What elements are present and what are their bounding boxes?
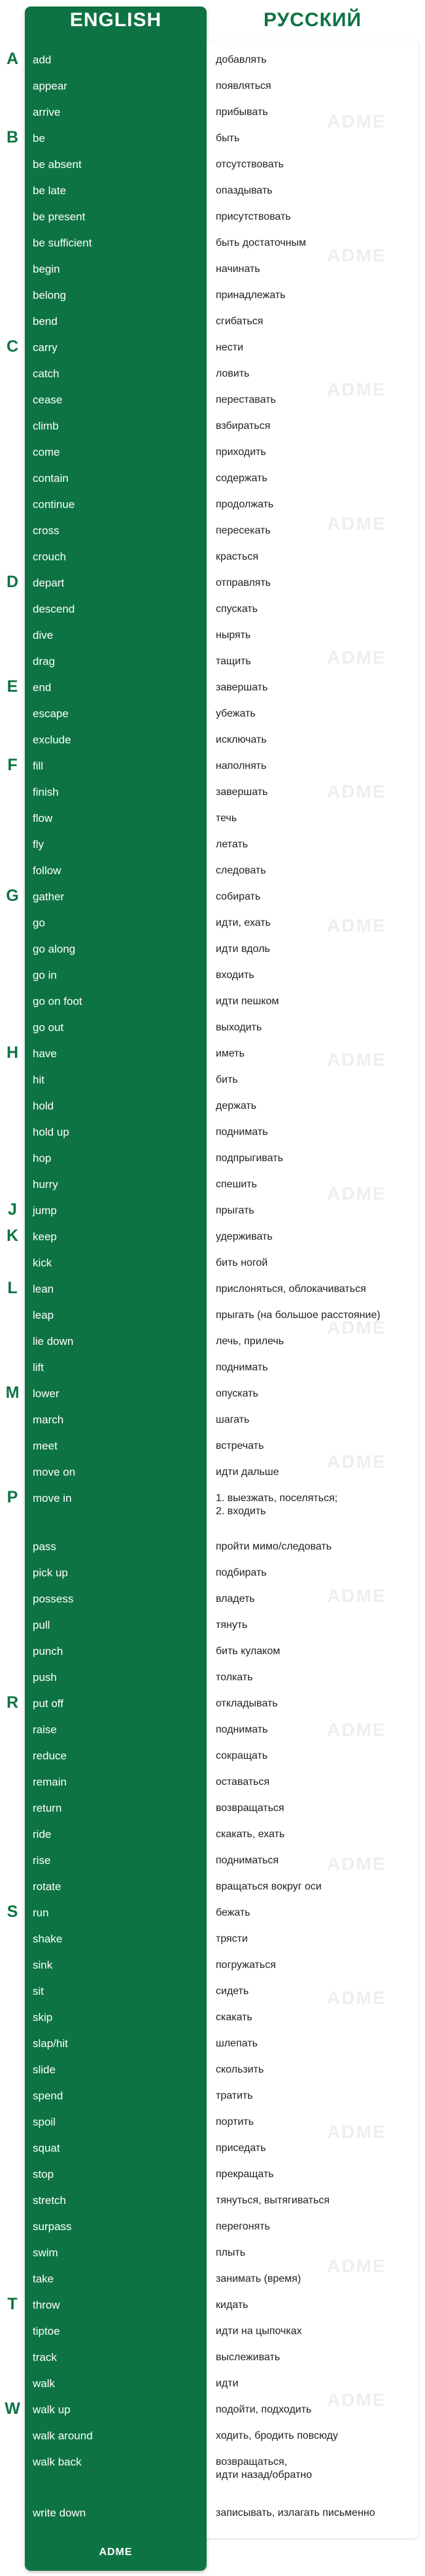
- translation-line: переставать: [216, 394, 276, 405]
- russian-translation: [216, 1152, 415, 1165]
- english-word: arrive: [33, 106, 61, 118]
- english-word: come: [33, 446, 60, 458]
- translation-line: взбираться: [216, 420, 271, 432]
- translation-line: быть: [216, 133, 240, 144]
- english-word: finish: [33, 786, 59, 798]
- russian-translation: [216, 1907, 415, 1920]
- russian-translation: [216, 1021, 415, 1034]
- russian-translation: [216, 1361, 415, 1374]
- translation-line: появляться: [216, 80, 271, 92]
- russian-translation: [216, 1880, 415, 1893]
- russian-translation: [216, 498, 415, 511]
- russian-translation: [216, 2325, 415, 2338]
- russian-translation: [216, 1802, 415, 1815]
- alphabet-letter: C: [6, 337, 19, 356]
- alphabet-letter: L: [7, 1279, 18, 1297]
- english-word: ride: [33, 1828, 52, 1840]
- alphabet-letter: R: [6, 1693, 19, 1712]
- translation-line: бить ногой: [216, 1257, 268, 1268]
- russian-translation: [216, 969, 415, 982]
- translation-line: собирать: [216, 891, 261, 902]
- english-word: spoil: [33, 2116, 56, 2128]
- translation-line: сидеть: [216, 1986, 249, 1997]
- russian-translation: [216, 2430, 415, 2443]
- alphabet-letter: F: [7, 756, 18, 774]
- english-word: remain: [33, 1776, 67, 1788]
- watermark-logo: ADME: [327, 647, 386, 668]
- alphabet-letter: S: [7, 1903, 18, 1921]
- translation-line: отправлять: [216, 577, 271, 588]
- russian-translation: [216, 1645, 415, 1658]
- english-word: walk up: [33, 2403, 71, 2416]
- english-word: raise: [33, 1723, 57, 1736]
- watermark-logo: ADME: [327, 1585, 386, 1606]
- english-word: slide: [33, 2063, 56, 2076]
- alphabet-letter: K: [6, 1227, 19, 1245]
- russian-translation: [216, 132, 415, 145]
- english-word: hold up: [33, 1126, 69, 1138]
- english-word: begin: [33, 263, 60, 275]
- english-word: fill: [33, 760, 44, 772]
- translation-line: бить: [216, 1074, 238, 1085]
- alphabet-letter: G: [6, 887, 19, 905]
- english-word: hurry: [33, 1178, 58, 1191]
- translation-line: перегонять: [216, 2221, 270, 2232]
- watermark-logo: ADME: [327, 915, 386, 936]
- translation-line: записывать, излагать письменно: [216, 2507, 375, 2518]
- english-word: carry: [33, 341, 58, 354]
- translation-line: принадлежать: [216, 290, 286, 301]
- english-word: cease: [33, 394, 63, 406]
- russian-translation: [216, 1283, 415, 1296]
- translation-line: встречать: [216, 1440, 264, 1451]
- alphabet-letter: M: [5, 1383, 20, 1402]
- translation-line: нырять: [216, 630, 251, 641]
- english-word: hop: [33, 1152, 52, 1164]
- russian-translation: [216, 2351, 415, 2364]
- russian-translation: [216, 1540, 415, 1553]
- russian-translation: [216, 1776, 415, 1789]
- translation-line: завершать: [216, 787, 268, 798]
- russian-translation: [216, 943, 415, 956]
- translation-line: следовать: [216, 865, 266, 876]
- english-word: spend: [33, 2090, 63, 2102]
- translation-line: красться: [216, 551, 259, 562]
- english-word: add: [33, 54, 52, 66]
- watermark-logo: ADME: [327, 379, 386, 399]
- translation-line: опускать: [216, 1388, 258, 1399]
- translation-line: идти, ехать: [216, 917, 271, 928]
- watermark-logo: ADME: [327, 1451, 386, 1472]
- russian-header: РУССКИЙ: [263, 9, 362, 31]
- alphabet-letter: D: [6, 573, 19, 591]
- translation-line: подбирать: [216, 1567, 267, 1578]
- translation-line: спешить: [216, 1179, 257, 1190]
- english-word: meet: [33, 1440, 58, 1452]
- translation-line: вращаться вокруг оси: [216, 1881, 322, 1892]
- translation-line: пересекать: [216, 525, 271, 536]
- english-word: reduce: [33, 1750, 67, 1762]
- translation-line: бить кулаком: [216, 1646, 280, 1657]
- russian-translation: [216, 1828, 415, 1841]
- russian-translation: [216, 2090, 415, 2103]
- english-word: slap/hit: [33, 2037, 68, 2050]
- russian-translation: [216, 1619, 415, 1632]
- translation-line: толкать: [216, 1672, 253, 1683]
- translation-line: тянуться, вытягиваться: [216, 2195, 330, 2206]
- translation-line: трясти: [216, 1933, 248, 1944]
- translation-line: скакать: [216, 2012, 252, 2023]
- russian-translation: [216, 1671, 415, 1684]
- english-word: shake: [33, 1933, 63, 1945]
- english-word: throw: [33, 2299, 60, 2311]
- watermark-logo: ADME: [327, 513, 386, 534]
- english-word: push: [33, 1671, 57, 1684]
- russian-translation: [216, 367, 415, 381]
- english-word: run: [33, 1907, 49, 1919]
- english-word: drag: [33, 655, 56, 668]
- english-word: hold: [33, 1100, 54, 1112]
- russian-translation: [216, 1492, 415, 1518]
- watermark-logo: ADME: [327, 1988, 386, 2008]
- english-word: punch: [33, 1645, 63, 1657]
- russian-translation: [216, 1204, 415, 1217]
- russian-translation: [216, 80, 415, 93]
- watermark-logo: ADME: [327, 1317, 386, 1338]
- english-word: walk back: [33, 2456, 82, 2468]
- watermark-logo: ADME: [327, 2390, 386, 2410]
- english-word: surpass: [33, 2220, 72, 2233]
- english-word: follow: [33, 864, 61, 877]
- russian-translation: [216, 315, 415, 328]
- english-word: go along: [33, 943, 76, 955]
- translation-line: ловить: [216, 368, 250, 379]
- alphabet-letter: P: [7, 1488, 18, 1506]
- translation-line: добавлять: [216, 54, 267, 65]
- translation-line: подниматься: [216, 1855, 279, 1866]
- russian-translation: [216, 1100, 415, 1113]
- alphabet-letter: E: [7, 677, 18, 696]
- english-word: gather: [33, 890, 65, 903]
- russian-translation: [216, 2456, 415, 2482]
- translation-line: оставаться: [216, 1776, 270, 1788]
- translation-line: входить: [216, 970, 254, 981]
- english-word: pick up: [33, 1567, 68, 1579]
- translation-line: 1. выезжать, поселяться;: [216, 1493, 338, 1504]
- translation-line: прибывать: [216, 107, 268, 118]
- english-word: hit: [33, 1074, 44, 1086]
- translation-line: удерживать: [216, 1231, 273, 1242]
- translation-line: исключать: [216, 734, 267, 745]
- english-word: dive: [33, 629, 54, 641]
- russian-translation: [216, 1257, 415, 1270]
- english-word: jump: [33, 1204, 57, 1217]
- russian-translation: [216, 838, 415, 851]
- translation-line: ходить, бродить повсюду: [216, 2430, 339, 2441]
- russian-translation: [216, 1387, 415, 1400]
- watermark-logo: ADME: [327, 1720, 386, 1740]
- translation-line: скакать, ехать: [216, 1829, 285, 1840]
- translation-line: прислоняться, облокачиваться: [216, 1283, 366, 1295]
- russian-translation: [216, 1074, 415, 1087]
- translation-line: убежать: [216, 708, 256, 719]
- watermark-logo: ADME: [327, 1183, 386, 1204]
- english-word: take: [33, 2273, 54, 2285]
- english-word: exclude: [33, 734, 71, 746]
- translation-line: возвращаться,: [216, 2456, 288, 2467]
- english-word: be absent: [33, 158, 82, 171]
- watermark-logo: ADME: [327, 781, 386, 802]
- russian-translation: [216, 1933, 415, 1946]
- english-word: have: [33, 1047, 57, 1060]
- english-word: continue: [33, 498, 75, 511]
- translation-line: откладывать: [216, 1698, 278, 1709]
- english-word: pass: [33, 1540, 56, 1553]
- translation-line: летать: [216, 839, 248, 850]
- english-word: descend: [33, 603, 75, 615]
- english-word: kick: [33, 1257, 52, 1269]
- watermark-logo: ADME: [327, 2122, 386, 2142]
- translation-line: держать: [216, 1100, 257, 1111]
- translation-line: спускать: [216, 603, 258, 615]
- english-header: ENGLISH: [69, 9, 162, 31]
- english-word: pull: [33, 1619, 50, 1631]
- russian-translation: [216, 577, 415, 590]
- english-word: move on: [33, 1466, 76, 1478]
- translation-line: идти пешком: [216, 996, 279, 1007]
- russian-translation: [216, 995, 415, 1008]
- russian-translation: [216, 551, 415, 564]
- alphabet-letter: T: [7, 2295, 18, 2313]
- english-word: swim: [33, 2246, 58, 2259]
- translation-line: отсутствовать: [216, 159, 284, 170]
- translation-line: скользить: [216, 2064, 264, 2075]
- russian-translation: [216, 2142, 415, 2155]
- russian-translation: [216, 184, 415, 197]
- english-word: crouch: [33, 551, 67, 563]
- watermark-logo: ADME: [327, 1049, 386, 1070]
- english-word: go on foot: [33, 995, 82, 1008]
- watermark-logo: ADME: [327, 1854, 386, 1874]
- english-word: be: [33, 132, 45, 144]
- translation-line: поднимать: [216, 1127, 268, 1138]
- english-word: bend: [33, 315, 58, 328]
- translation-line: поднимать: [216, 1724, 268, 1735]
- english-word: leap: [33, 1309, 54, 1321]
- translation-line: приседать: [216, 2143, 266, 2154]
- english-word: lean: [33, 1283, 54, 1295]
- english-word: write down: [33, 2507, 86, 2519]
- english-word: go in: [33, 969, 57, 981]
- russian-translation: [216, 707, 415, 720]
- alphabet-letter: W: [5, 2399, 20, 2418]
- translation-line: течь: [216, 813, 237, 824]
- watermark-logo: ADME: [327, 2256, 386, 2276]
- translation-line: возвращаться: [216, 1803, 284, 1814]
- russian-translation: [216, 681, 415, 694]
- english-word: walk: [33, 2377, 56, 2390]
- translation-line: завершать: [216, 682, 268, 693]
- english-word: lie down: [33, 1335, 74, 1347]
- russian-translation: [216, 2377, 415, 2390]
- russian-translation: [216, 603, 415, 616]
- translation-line: подойти, подходить: [216, 2404, 312, 2415]
- english-word: go out: [33, 1021, 64, 1034]
- english-word: sink: [33, 1959, 53, 1971]
- translation-line: идти вдоль: [216, 943, 270, 955]
- translation-line: сокращать: [216, 1750, 268, 1761]
- russian-translation: [216, 864, 415, 877]
- russian-translation: [216, 2194, 415, 2207]
- russian-translation: [216, 1440, 415, 1453]
- russian-translation: [216, 2168, 415, 2181]
- russian-translation: [216, 158, 415, 171]
- russian-translation: [216, 2299, 415, 2312]
- english-word: be present: [33, 211, 86, 223]
- translation-line: занимать (время): [216, 2273, 301, 2284]
- russian-translation: [216, 2011, 415, 2024]
- translation-line: сгибаться: [216, 316, 264, 327]
- translation-line: владеть: [216, 1593, 255, 1604]
- translation-line: выслеживать: [216, 2352, 280, 2363]
- translation-line: наполнять: [216, 760, 267, 771]
- watermark-logo: ADME: [327, 111, 386, 131]
- translation-line: 2. входить: [216, 1506, 266, 1517]
- translation-line: идти назад/обратно: [216, 2469, 313, 2481]
- russian-translation: [216, 1697, 415, 1710]
- russian-translation: [216, 1567, 415, 1580]
- alphabet-letter: J: [8, 1200, 17, 1219]
- translation-line: шлепать: [216, 2038, 258, 2049]
- english-word: cross: [33, 524, 60, 537]
- english-word: return: [33, 1802, 62, 1814]
- translation-line: присутствовать: [216, 211, 291, 222]
- english-word: lower: [33, 1387, 60, 1400]
- russian-translation: [216, 1750, 415, 1763]
- english-word: track: [33, 2351, 57, 2364]
- translation-line: прыгать: [216, 1205, 254, 1216]
- translation-line: идти: [216, 2378, 239, 2389]
- english-word: be late: [33, 184, 67, 197]
- translation-line: прекращать: [216, 2169, 274, 2180]
- russian-translation: [216, 211, 415, 224]
- russian-translation: [216, 341, 415, 354]
- english-word: rotate: [33, 1880, 61, 1893]
- english-word: end: [33, 681, 52, 694]
- russian-translation: [216, 760, 415, 773]
- translation-line: тащить: [216, 656, 251, 667]
- translation-line: лечь, прилечь: [216, 1336, 284, 1347]
- translation-line: содержать: [216, 473, 267, 484]
- russian-translation: [216, 734, 415, 747]
- russian-translation: [216, 1959, 415, 1972]
- english-word: lift: [33, 1361, 44, 1374]
- english-word: squat: [33, 2142, 60, 2154]
- english-word: rise: [33, 1854, 51, 1867]
- english-word: stop: [33, 2168, 54, 2180]
- russian-translation: [216, 2063, 415, 2076]
- translation-line: прыгать (на большое расстояние): [216, 1310, 381, 1321]
- russian-translation: [216, 54, 415, 67]
- english-word: catch: [33, 367, 60, 380]
- english-word: skip: [33, 2011, 53, 2024]
- russian-translation: [216, 2037, 415, 2050]
- russian-translation: [216, 420, 415, 433]
- footer-logo: ADME: [99, 2547, 133, 2558]
- translation-line: приходить: [216, 447, 266, 458]
- english-word: go: [33, 917, 45, 929]
- english-word: tiptoe: [33, 2325, 60, 2337]
- russian-translation: [216, 472, 415, 485]
- english-word: flow: [33, 812, 53, 824]
- english-word: climb: [33, 420, 59, 432]
- english-word: keep: [33, 1230, 57, 1243]
- english-word: sit: [33, 1985, 44, 1997]
- russian-translation: [216, 1126, 415, 1139]
- translation-line: подпрыгивать: [216, 1153, 283, 1164]
- english-word: possess: [33, 1593, 74, 1605]
- russian-translation: [216, 446, 415, 459]
- russian-translation: [216, 890, 415, 904]
- translation-line: шагать: [216, 1414, 250, 1425]
- russian-translation: [216, 289, 415, 302]
- english-word: march: [33, 1414, 64, 1426]
- translation-line: выходить: [216, 1022, 262, 1033]
- russian-translation: [216, 2507, 415, 2520]
- translation-line: бежать: [216, 1907, 250, 1918]
- alphabet-letter: A: [6, 50, 19, 68]
- english-word: stretch: [33, 2194, 67, 2207]
- translation-line: пройти мимо/следовать: [216, 1541, 332, 1552]
- alphabet-letter: H: [6, 1043, 19, 1062]
- english-word: walk around: [33, 2430, 93, 2442]
- english-word: move in: [33, 1492, 72, 1504]
- translation-line: портить: [216, 2116, 254, 2127]
- translation-line: кидать: [216, 2299, 248, 2311]
- translation-line: погружаться: [216, 1959, 276, 1971]
- russian-translation: [216, 1230, 415, 1244]
- translation-line: быть достаточным: [216, 237, 307, 248]
- russian-translation: [216, 812, 415, 825]
- translation-line: тратить: [216, 2090, 253, 2101]
- translation-line: опаздывать: [216, 185, 273, 196]
- translation-line: идти на цыпочках: [216, 2326, 302, 2337]
- english-word: contain: [33, 472, 69, 484]
- english-word: be sufficient: [33, 237, 92, 249]
- translation-line: поднимать: [216, 1362, 268, 1373]
- translation-line: начинать: [216, 263, 260, 275]
- alphabet-letter: B: [6, 128, 19, 146]
- russian-translation: [216, 2220, 415, 2233]
- watermark-logo: ADME: [327, 245, 386, 265]
- translation-line: плыть: [216, 2247, 246, 2258]
- translation-line: идти дальше: [216, 1466, 279, 1478]
- english-word: fly: [33, 838, 44, 851]
- russian-translation: [216, 1414, 415, 1427]
- russian-translation: [216, 629, 415, 642]
- english-word: escape: [33, 707, 69, 720]
- translation-line: продолжать: [216, 499, 274, 510]
- translation-line: иметь: [216, 1048, 245, 1059]
- english-word: depart: [33, 577, 65, 589]
- translation-line: нести: [216, 342, 243, 353]
- english-word: belong: [33, 289, 67, 301]
- english-word: appear: [33, 80, 67, 92]
- translation-line: тянуть: [216, 1619, 248, 1631]
- english-word: put off: [33, 1697, 63, 1710]
